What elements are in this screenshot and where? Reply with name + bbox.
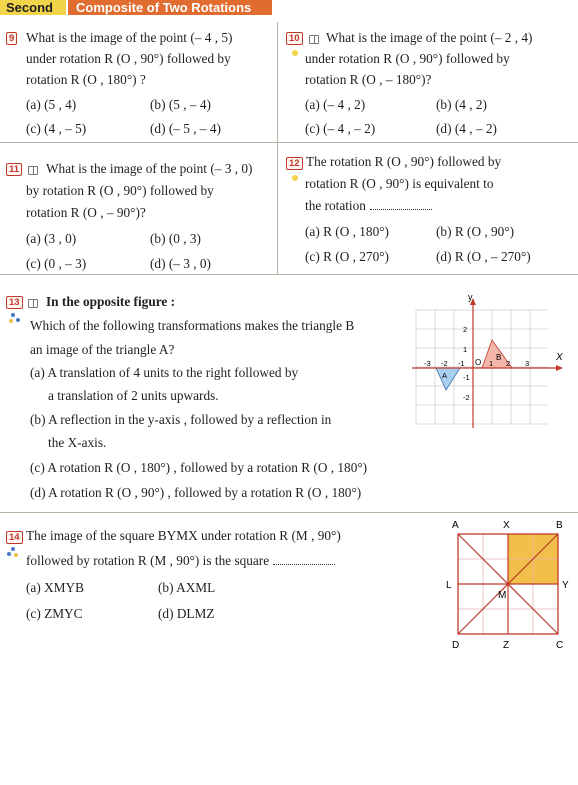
y-axis-label: y	[468, 292, 473, 302]
blue-dots-icon	[16, 318, 20, 322]
question-text-line: What is the image of the point (– 4 , 5)	[26, 30, 233, 45]
tick-label-y: -2	[463, 393, 470, 402]
x-axis-label: X	[556, 352, 563, 363]
blue-dots-icon	[11, 547, 15, 551]
question-number: 9	[6, 32, 17, 45]
question-text: followed by rotation R (M , 90°) is the square	[26, 553, 270, 568]
choice-b[interactable]: (b) A reflection in the y-axis , followed by a reflection in	[30, 412, 332, 427]
choice-a[interactable]: (a) A translation of 4 units to the right followed by	[30, 365, 299, 380]
question-text-line: rotation R (O , – 180°)?	[305, 72, 432, 87]
question-text-line: under rotation R (O , 90°) followed by	[26, 51, 231, 66]
question-text-line: What is the image of the point (– 2 , 4)	[326, 30, 533, 45]
choice-d[interactable]: (d) R (O , – 270°)	[436, 249, 531, 264]
divider-row1	[0, 142, 578, 143]
vertex-label: L	[446, 580, 452, 591]
tick-label-y: -1	[463, 373, 470, 382]
choice-a[interactable]: (a) XMYB	[26, 580, 84, 595]
choice-b[interactable]: (b) R (O , 90°)	[436, 224, 515, 239]
question-number: 13	[6, 296, 23, 309]
question-text-line	[26, 553, 335, 569]
divider-row3	[0, 512, 578, 513]
divider-row2	[0, 274, 578, 275]
question-text-line: by rotation R (O , 90°) followed by	[26, 183, 214, 198]
origin-label: O	[475, 358, 482, 367]
tick-label-x: 3	[525, 359, 530, 368]
blue-dots-icon	[11, 313, 15, 317]
choice-b[interactable]: (b) (0 , 3)	[150, 231, 201, 246]
choice-d[interactable]: (d) DLMZ	[158, 606, 215, 621]
question-text-line: Which of the following transformations makes the triangle B	[30, 318, 355, 333]
vertex-label: Y	[562, 580, 569, 591]
square-figure	[442, 516, 574, 654]
choice-c[interactable]: (c) ZMYC	[26, 606, 83, 621]
question-number: 11	[6, 163, 22, 176]
x-axis-arrow-icon	[556, 365, 563, 371]
triangle-a-label: A	[442, 371, 448, 380]
tick-label-x: -3	[424, 359, 431, 368]
vertex-label: D	[452, 640, 460, 651]
tick-label-x: 2	[506, 359, 511, 368]
vertex-label: C	[556, 640, 564, 651]
question-text-line: rotation R (O , 90°) is equivalent to	[305, 176, 494, 191]
choice-d[interactable]: (d) (4 , – 2)	[436, 121, 497, 136]
choice-a[interactable]: (a) (5 , 4)	[26, 97, 77, 112]
question-number: 10	[286, 32, 303, 45]
question-text-line: The image of the square BYMX under rotation R (M , 90°)	[26, 528, 341, 543]
level-tab: Second	[0, 0, 66, 15]
choice-b[interactable]: (b) (5 , – 4)	[150, 97, 211, 112]
yellow-dots-icon	[9, 319, 13, 323]
question-text-line: an image of the triangle A?	[30, 342, 175, 357]
question-number: 12	[286, 157, 303, 170]
question-number: 14	[6, 531, 23, 544]
vertex-label: Z	[503, 640, 510, 651]
worksheet-header	[0, 0, 578, 15]
figure-intro: In the opposite figure :	[46, 294, 176, 309]
choice-c[interactable]: (c) R (O , 270°)	[305, 249, 389, 264]
choice-c[interactable]: (c) (– 4 , – 2)	[305, 121, 376, 136]
vertex-label: A	[452, 520, 459, 531]
tick-label-x: -1	[458, 359, 465, 368]
answer-blank[interactable]	[273, 556, 335, 565]
choice-b[interactable]: (b) (4 , 2)	[436, 97, 487, 112]
question-text: the rotation	[305, 198, 366, 213]
choice-b[interactable]: (b) AXML	[158, 580, 216, 595]
choice-b-continued: the X-axis.	[48, 435, 107, 450]
question-text-line: under rotation R (O , 90°) followed by	[305, 51, 510, 66]
question-text-line: rotation R (O , – 90°)?	[26, 205, 146, 220]
choice-d[interactable]: (d) A rotation R (O , 90°) , followed by a rotation R (O , 180°)	[30, 485, 362, 500]
choice-d[interactable]: (d) (– 5 , – 4)	[150, 121, 221, 136]
triangle-a	[436, 368, 460, 390]
tick-label-y: 2	[463, 325, 468, 334]
choice-d[interactable]: (d) (– 3 , 0)	[150, 256, 211, 271]
book-icon	[28, 299, 38, 308]
choice-c[interactable]: (c) (0 , – 3)	[26, 256, 87, 271]
divider-column	[277, 22, 278, 274]
question-text-line: The rotation R (O , 90°) followed by	[306, 154, 502, 169]
choice-a-continued: a translation of 2 units upwards.	[48, 388, 219, 403]
question-text-line: rotation R (O , 180°) ?	[26, 72, 146, 87]
vertex-label: B	[556, 520, 563, 531]
question-text-line: What is the image of the point (– 3 , 0)	[46, 161, 253, 176]
book-icon	[28, 166, 38, 175]
tick-label-y: 1	[463, 345, 468, 354]
tick-label-x: -2	[441, 359, 448, 368]
choice-a[interactable]: (a) (3 , 0)	[26, 231, 77, 246]
vertex-label: M	[498, 590, 507, 601]
yellow-dot-icon	[292, 50, 298, 56]
yellow-dot-icon	[292, 175, 298, 181]
book-icon	[309, 35, 319, 44]
choice-a[interactable]: (a) R (O , 180°)	[305, 224, 389, 239]
triangle-b-label: B	[496, 353, 502, 362]
triangles-figure	[408, 292, 568, 432]
yellow-dots-icon	[14, 553, 18, 557]
tick-label-x: 1	[489, 359, 494, 368]
vertex-label: X	[503, 520, 510, 531]
question-text-line	[305, 198, 432, 214]
choice-a[interactable]: (a) (– 4 , 2)	[305, 97, 366, 112]
choice-c[interactable]: (c) A rotation R (O , 180°) , followed by a rotation R (O , 180°)	[30, 460, 368, 475]
blue-dots-icon	[7, 552, 11, 556]
answer-blank[interactable]	[370, 201, 432, 210]
section-title: Composite of Two Rotations	[68, 0, 272, 15]
choice-c[interactable]: (c) (4 , – 5)	[26, 121, 87, 136]
